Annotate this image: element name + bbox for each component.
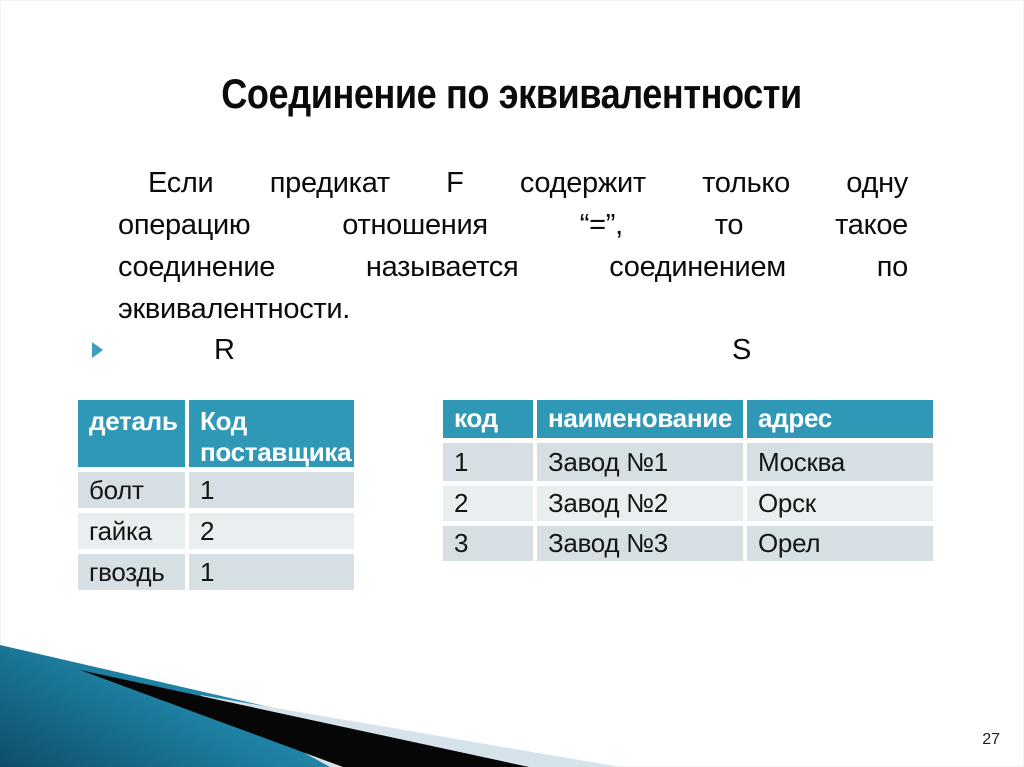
- body-paragraph: [118, 162, 908, 330]
- relation-labels-row: [0, 334, 1024, 366]
- page-number: 27: [982, 731, 1000, 748]
- table-s-cell: Москва: [747, 443, 933, 481]
- table-s-cell: 1: [443, 443, 533, 481]
- triangle-right-icon: [92, 342, 103, 358]
- table-s: [443, 400, 933, 561]
- teal-wedge: [0, 645, 530, 767]
- paragraph-line: соединение называется соединением по: [118, 251, 908, 283]
- table-s-cell: Орел: [747, 526, 933, 561]
- slide-title-text: Соединение по эквивалентности: [221, 70, 803, 117]
- table-r-cell: 1: [189, 554, 354, 590]
- paragraph-line: операцию отношения “=”, то такое: [118, 209, 908, 241]
- paragraph-line: эквивалентности.: [118, 293, 351, 325]
- table-s-header-code: код: [443, 400, 533, 438]
- table-r-cell: гвоздь: [78, 554, 185, 590]
- table-r-cell: 2: [189, 513, 354, 549]
- relation-s-label: S: [732, 334, 752, 366]
- black-wedge: [80, 670, 529, 767]
- table-s-cell: Завод №3: [537, 526, 743, 561]
- table-r-header-detail: деталь: [78, 400, 185, 467]
- relation-r-label: R: [214, 334, 235, 366]
- table-s-cell: Орск: [747, 486, 933, 521]
- table-s-cell: Завод №1: [537, 443, 743, 481]
- table-s-cell: Завод №2: [537, 486, 743, 521]
- table-r-cell: гайка: [78, 513, 185, 549]
- table-s-cell: 3: [443, 526, 533, 561]
- table-r-cell: 1: [189, 472, 354, 508]
- table-r-cell: болт: [78, 472, 185, 508]
- table-s-header-address: адрес: [747, 400, 933, 438]
- table-s-header-name: наименование: [537, 400, 743, 438]
- pale-wedge: [200, 695, 620, 767]
- table-r-header-supplier-code: Код поставщика: [189, 400, 354, 467]
- table-r: [78, 400, 354, 590]
- table-s-cell: 2: [443, 486, 533, 521]
- slide-title: [0, 70, 1024, 118]
- paragraph-line: Если предикат F содержит только одну: [148, 167, 908, 199]
